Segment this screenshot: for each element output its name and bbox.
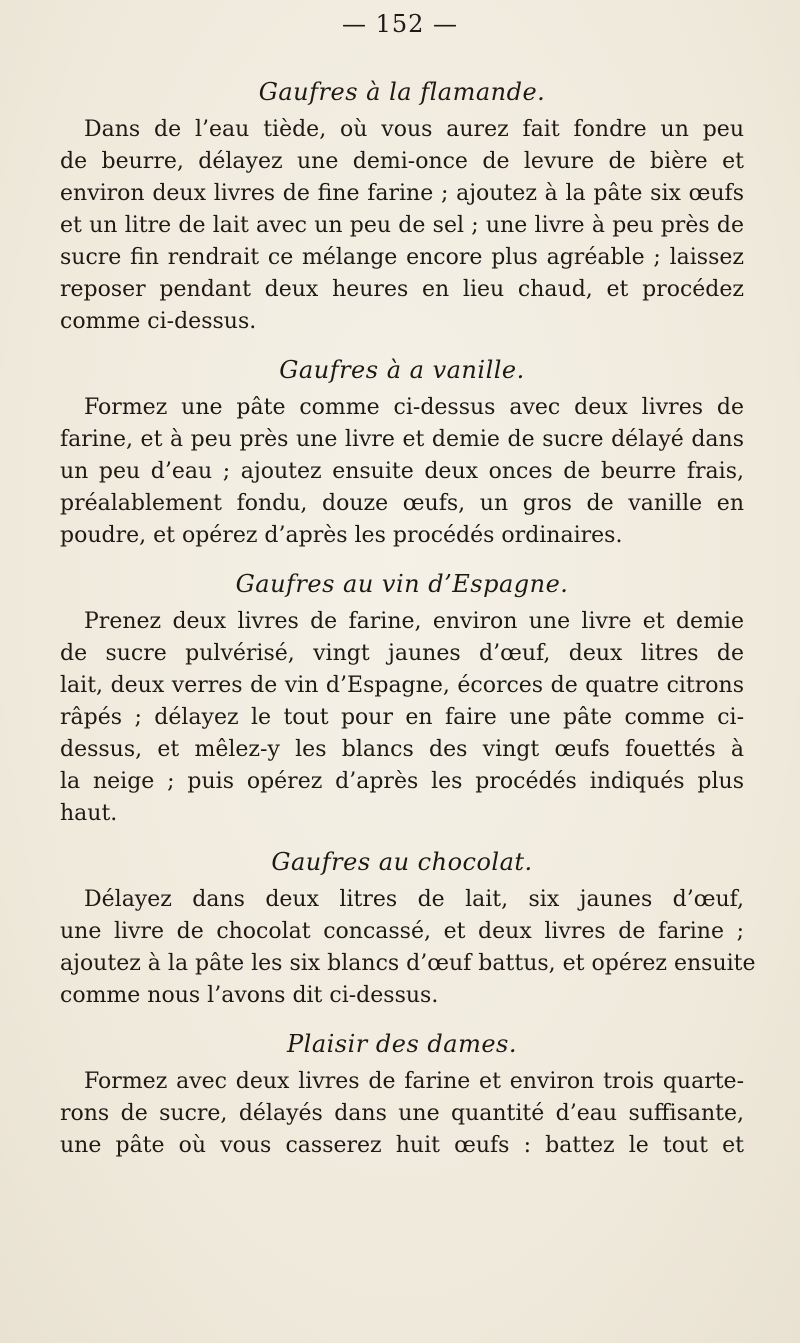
text-line: de beurre, délayez une demi-once de levure de bière et	[60, 149, 744, 174]
text-line: Formez une pâte comme ci-dessus avec deux livres de	[84, 395, 744, 420]
text-line: haut.	[60, 801, 118, 826]
text-line: de sucre pulvérisé, vingt jaunes d’œuf, deux litres de	[60, 641, 744, 666]
page-number: — 152 —	[341, 10, 459, 38]
text-line: un peu d’eau ; ajoutez ensuite deux onces de beurre frais,	[60, 459, 744, 484]
text-line: farine, et à peu près une livre et demie de sucre délayé dans	[60, 427, 744, 452]
text-line: dessus, et mêlez-y les blancs des vingt œufs fouettés à	[60, 737, 744, 762]
text-line: Délayez dans deux litres de lait, six jaunes d’œuf,	[84, 887, 744, 912]
text-line: comme nous l’avons dit ci-dessus.	[60, 983, 439, 1008]
section-body-gaufres-chocolat	[60, 884, 756, 1012]
text-line: et un litre de lait avec un peu de sel ; une livre à peu près de	[60, 213, 744, 238]
text-line: lait, deux verres de vin d’Espagne, écorces de quatre citrons	[60, 673, 744, 698]
text-line: préalablement fondu, douze œufs, un gros de vanille en	[60, 491, 744, 516]
section-body-plaisir-des-dames	[60, 1066, 744, 1162]
section-title-gaufres-chocolat: Gaufres au chocolat.	[271, 848, 533, 876]
text-line: environ deux livres de fine farine ; ajoutez à la pâte six œufs	[60, 181, 744, 206]
section-title-plaisir-des-dames: Plaisir des dames.	[287, 1030, 517, 1058]
text-line: comme ci-dessus.	[60, 309, 257, 334]
text-line: sucre fin rendrait ce mélange encore plus agréable ; laissez	[60, 245, 744, 270]
text-line: Formez avec deux livres de farine et environ trois quarte-	[84, 1069, 744, 1094]
section-title-gaufres-flamande: Gaufres à la flamande.	[258, 78, 546, 106]
section-body-gaufres-vanille	[60, 392, 744, 552]
section-title-gaufres-vanille: Gaufres à a vanille.	[279, 356, 525, 384]
section-body-gaufres-flamande	[60, 114, 744, 338]
text-line: râpés ; délayez le tout pour en faire une pâte comme ci-	[60, 705, 744, 730]
text-line: rons de sucre, délayés dans une quantité d’eau suffisante,	[60, 1101, 744, 1126]
section-title-gaufres-vin-espagne: Gaufres au vin d’Espagne.	[235, 570, 569, 598]
text-line: reposer pendant deux heures en lieu chaud, et procédez	[60, 277, 744, 302]
text-line: Prenez deux livres de farine, environ une livre et demie	[84, 609, 744, 634]
recipe-text	[60, 78, 756, 1180]
text-line: Dans de l’eau tiède, où vous aurez fait fondre un peu	[84, 117, 744, 142]
text-line: une pâte où vous casserez huit œufs : battez le tout et	[60, 1133, 744, 1158]
text-line: une livre de chocolat concassé, et deux livres de farine ;	[60, 919, 744, 944]
section-body-gaufres-vin-espagne	[60, 606, 744, 830]
text-line: ajoutez à la pâte les six blancs d’œuf battus, et opérez ensuite	[60, 951, 756, 976]
text-line: poudre, et opérez d’après les procédés ordinaires.	[60, 523, 623, 548]
text-line: la neige ; puis opérez d’après les procédés indiqués plus	[60, 769, 744, 794]
